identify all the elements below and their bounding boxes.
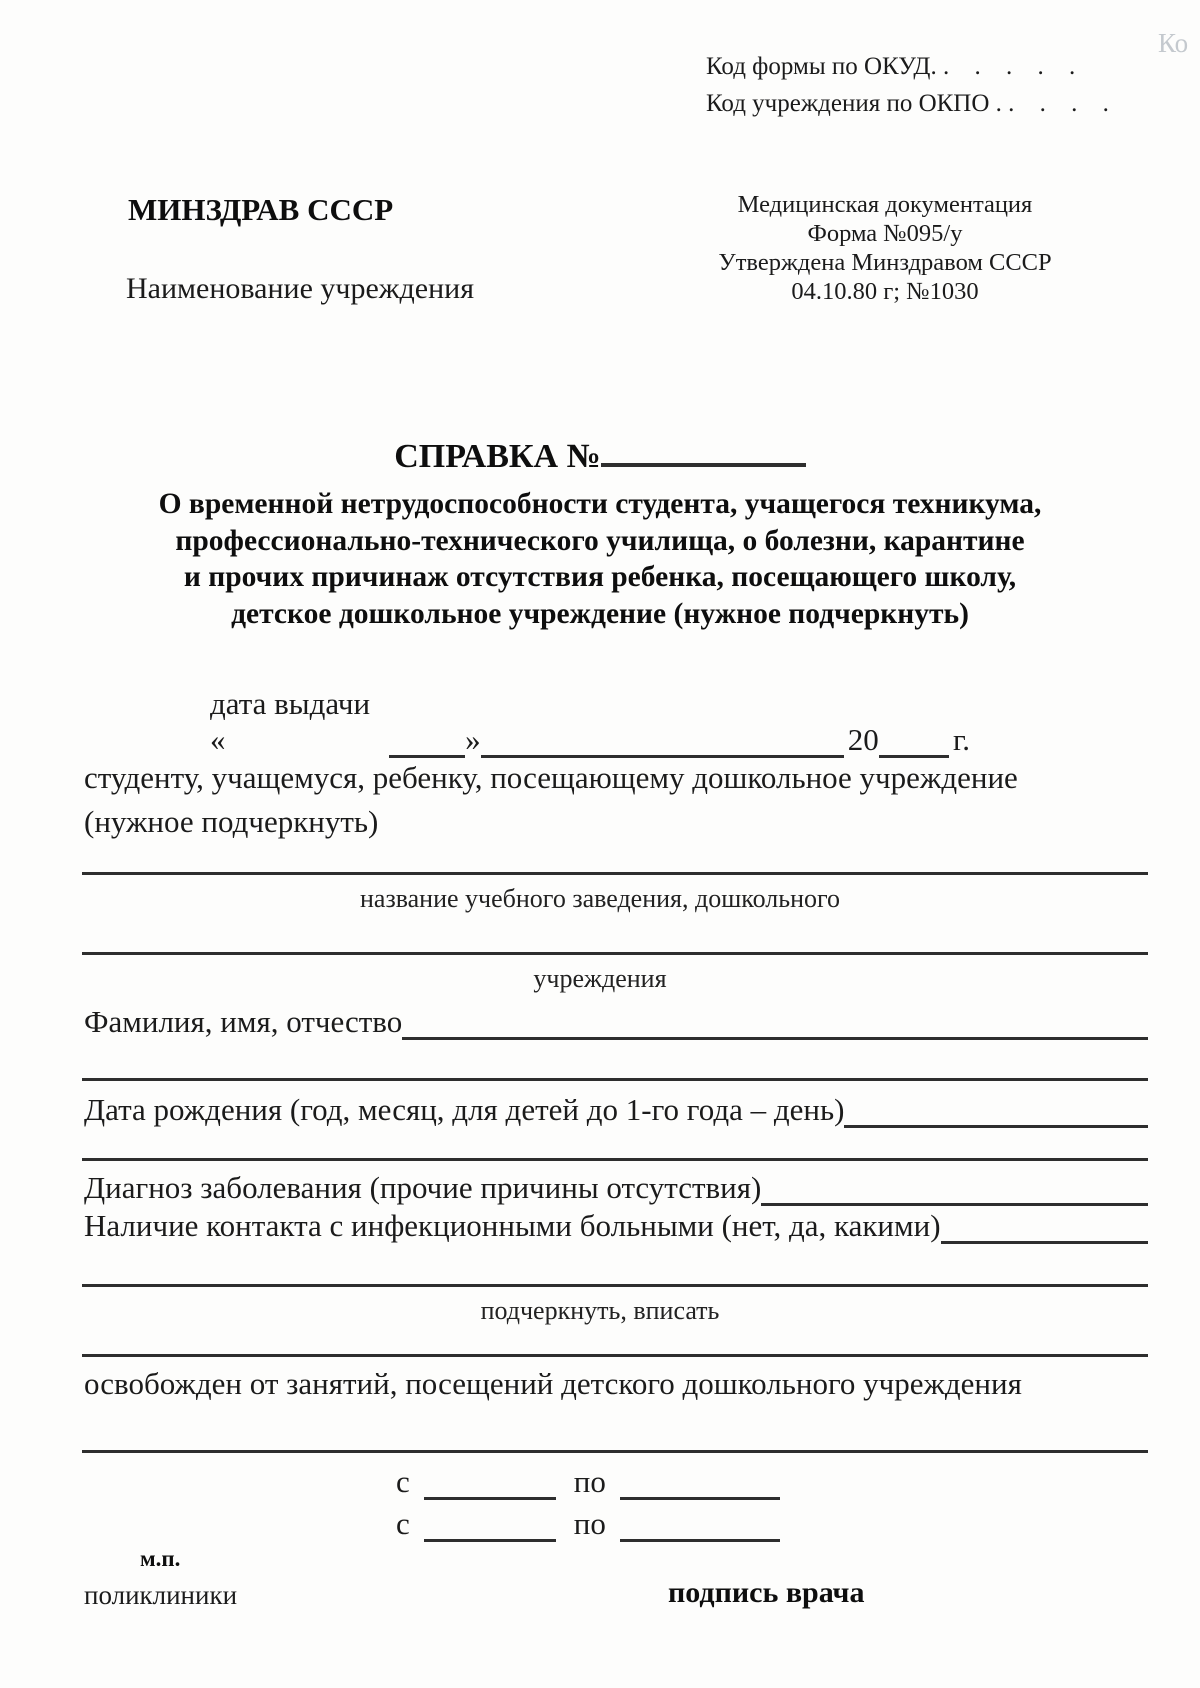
blank-period-1-to[interactable] [620, 1491, 780, 1500]
birth-date-label: Дата рождения (год, месяц, для детей до 1-го года – день) [84, 1092, 845, 1127]
doc-info-line: Утверждена Минздравом СССР [718, 249, 1052, 276]
stamp-owner-label: поликлиники [84, 1580, 238, 1610]
form-subtitle-line: и прочих причинаж отсутствия ребенка, посещающего школу, [183, 561, 1017, 593]
okpo-code-line [706, 85, 1110, 122]
okud-code-label: Код формы по ОКУД. [706, 53, 937, 80]
underline-caption: подчеркнуть, вписать [480, 1296, 720, 1325]
blank-contact[interactable] [941, 1233, 1148, 1244]
blank-birth-date[interactable] [844, 1117, 1148, 1128]
doctor-signature-label: подпись врача [668, 1576, 865, 1609]
fio-label: Фамилия, имя, отчество [84, 1004, 403, 1039]
contact-label: Наличие контакта с инфекционными больными (нет, да, какими) [84, 1208, 941, 1243]
issue-date-row [210, 686, 970, 758]
blank-period-1-from[interactable] [424, 1491, 556, 1500]
year-prefix: 20 [847, 722, 879, 757]
year-suffix: г. [953, 722, 970, 757]
stamp-label: м.п. [140, 1546, 181, 1571]
blank-institution-line-1[interactable] [82, 872, 1148, 875]
release-label: освобожден от занятий, посещений детского дошкольного учреждения [84, 1366, 1022, 1401]
birth-date-row [84, 1092, 1148, 1128]
institution-caption-1: название учебного заведения, дошкольного [359, 884, 840, 913]
addressee-note: (нужное подчеркнуть) [84, 804, 379, 839]
fio-row [84, 1004, 1148, 1040]
blank-fio-continuation[interactable] [82, 1078, 1148, 1081]
diagnosis-row [84, 1170, 1148, 1206]
form-subtitle-line: детское дошкольное учреждение (нужное подчеркнуть) [231, 597, 969, 630]
institution-caption-2: учреждения [533, 964, 667, 993]
okud-code-line [706, 48, 1110, 85]
scan-artifact-text: Ко [1158, 28, 1189, 58]
form-subtitle-line: О временной нетрудоспособности студента, учащегося техникума, [158, 488, 1042, 520]
issue-date-label: дата выдачи « [210, 686, 371, 757]
blank-certificate-number[interactable] [601, 457, 806, 467]
blank-issue-year[interactable] [879, 749, 949, 758]
blank-birth-continuation[interactable] [82, 1158, 1148, 1161]
doc-info-line: 04.10.80 г; №1030 [791, 278, 979, 305]
form-subtitle-line: профессионально-технического училища, о болезни, карантине [175, 524, 1025, 557]
blank-issue-month[interactable] [481, 749, 844, 758]
blank-period-2-from[interactable] [424, 1533, 556, 1542]
diagnosis-label: Диагноз заболевания (прочие причины отсутствия) [84, 1170, 762, 1205]
period-to-label: по [573, 1506, 606, 1541]
period-from-label: с [396, 1464, 410, 1499]
addressee-line: студенту, учащемуся, ребенку, посещающему дошкольное учреждение [84, 760, 1018, 795]
blank-release-bottom-line[interactable] [82, 1450, 1148, 1453]
blank-release-top-line[interactable] [82, 1354, 1148, 1357]
period-from-label: с [396, 1506, 410, 1541]
okpo-code-label: Код учреждения по ОКПО . [706, 90, 1002, 117]
ministry-title: МИНЗДРАВ СССР [128, 192, 394, 227]
period-row-1 [396, 1464, 806, 1500]
contact-row [84, 1208, 1148, 1244]
doc-info-line: Медицинская документация [737, 191, 1033, 218]
form-subtitle [0, 486, 1200, 632]
blank-diagnosis[interactable] [761, 1195, 1148, 1206]
okud-dot-leader: . . . . . [942, 53, 1077, 80]
codes-block [706, 48, 1110, 122]
form-title: СПРАВКА № [394, 438, 601, 475]
okpo-dot-leader: . . . . [1008, 90, 1110, 117]
blank-period-2-to[interactable] [620, 1533, 780, 1542]
blank-fio[interactable] [402, 1029, 1148, 1040]
blank-contact-continuation[interactable] [82, 1284, 1148, 1287]
doc-info-line: Форма №095/у [807, 220, 963, 247]
doc-info-block [700, 190, 1070, 306]
blank-issue-day[interactable] [389, 749, 465, 758]
blank-institution-line-2[interactable] [82, 952, 1148, 955]
closing-quote: » [465, 722, 481, 757]
period-row-2 [396, 1506, 806, 1542]
institution-name-label: Наименование учреждения [126, 272, 475, 305]
form-title-row [0, 438, 1200, 476]
period-to-label: по [573, 1464, 606, 1499]
